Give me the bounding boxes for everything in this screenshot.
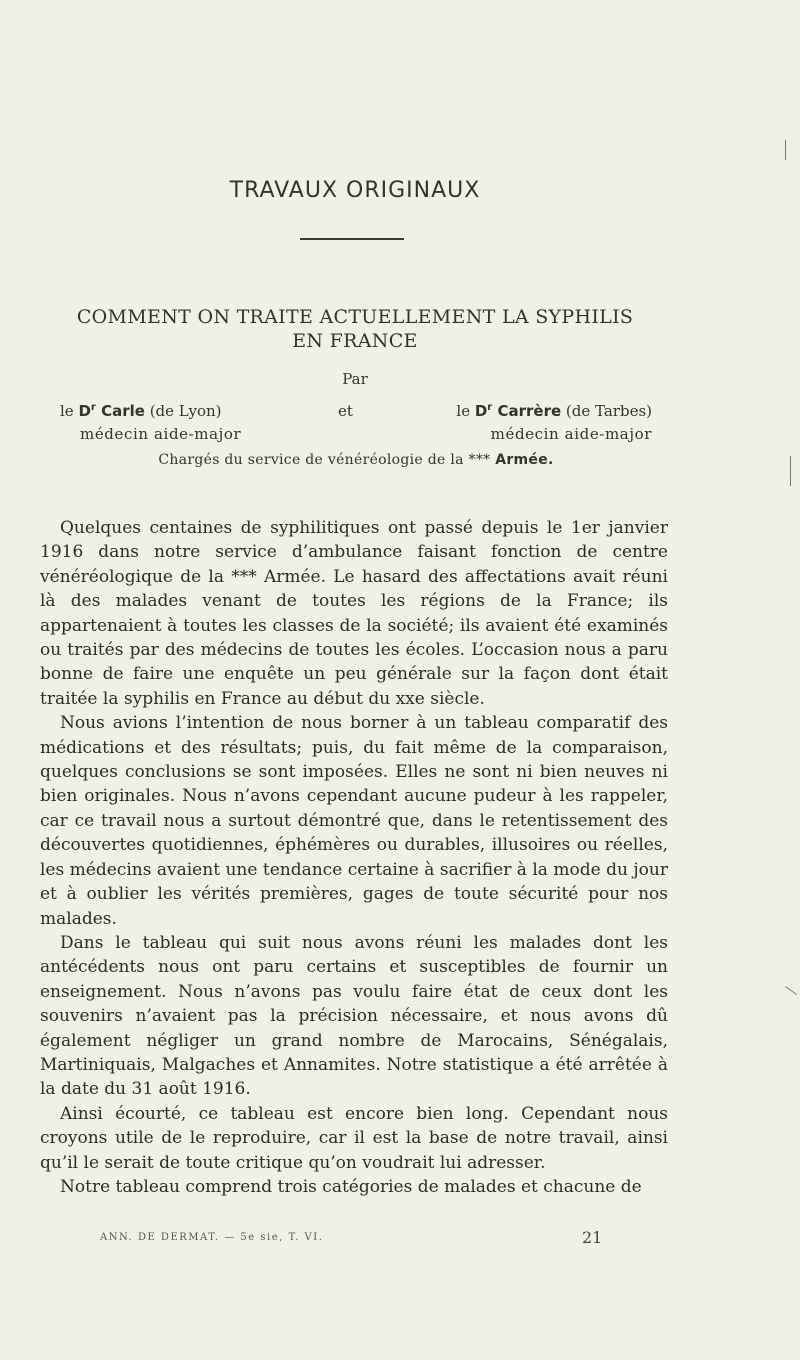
author-2-name: Carrère (497, 402, 562, 420)
paragraph-5: Notre tableau comprend trois catégories de malades et chacune de (60, 1176, 642, 1197)
page-number: 21 (582, 1228, 603, 1247)
paragraph-1: Quelques centaines de syphilitiques ont passé depuis le 1er janvier 1916 dans notre service d’ambulance faisant fonction de centre vénéréologique de la *** Armée. Le hasard des affectations avait réuni là des malades venant de toutes les régions de la France; ils appartenaient à toutes les classes de la société; ils avaient été examinés ou traités par des médecins de toutes les écoles. L’occasion nous a paru bonne de faire une enquête un peu générale sur la façon dont était traitée la syphilis en France au début du xxe siècle. (40, 518, 668, 709)
author-2-role: médecin aide-major (490, 425, 652, 443)
author-2: le $D^r$ Carrère (de Tarbes) (456, 402, 652, 420)
paragraph-4: Ainsi écourté, ce tableau est encore bien long. Cependant nous croyons utile de le reproduire, car il est la base de notre travail, ainsi qu’il le serait de toute critique qu’on voudrait lui adresser. (40, 1103, 668, 1173)
article-title-line-1: COMMENT ON TRAITE ACTUELLEMENT LA SYPHILIS (76, 306, 634, 328)
author-1: le $D^r$ Carle (de Lyon) (60, 402, 222, 420)
paragraph-3: Dans le tableau qui suit nous avons réuni les malades dont les antécédents nous ont paru certains et susceptibles de fournir un enseignement. Nous n’avons pas voulu faire état de ceux dont les souvenirs n’avaient pas la précision nécessaire, et nous avons dû également négliger un grand nombre de Marocains, Sénégalais, Martiniquais, Malgaches et Annamites. Notre statistique a été arrêtée à la date du 31 août 1916. (40, 932, 668, 1100)
authors-block (60, 402, 652, 448)
by-line: Par (342, 370, 368, 388)
title-divider (300, 238, 404, 240)
paper-mark (785, 986, 797, 995)
article-title-line-2: EN FRANCE (292, 330, 418, 352)
paper-mark (790, 456, 791, 486)
running-footer: ANN. DE DERMAT. — 5e sie, T. VI. (100, 1232, 324, 1243)
author-1-name: Carle (101, 402, 145, 420)
service-affiliation: Chargés du service de vénéréologie de la *** Armée. (158, 452, 554, 468)
section-title: TRAVAUX ORIGINAUX (229, 178, 481, 203)
author-1-role: médecin aide-major (80, 425, 242, 443)
paragraph-2: Nous avions l’intention de nous borner à un tableau comparatif des médications et des résultats; puis, du fait même de la comparaison, quelques conclusions se sont imposées. Elles ne sont ni bien neuves ni bien originales. Nous n’avons cependant aucune pudeur à les rappeler, car ce travail nous a surtout démontré que, dans le retentissement des découvertes quotidiennes, éphémères ou durables, illusoires ou réelles, les médecins avaient une tendance certaine à sacrifier à la mode du jour et à oublier les vérités premières, gages de toute sécurité pour nos malades. (40, 713, 668, 929)
article-body (40, 516, 668, 1199)
author-conjunction: et (338, 402, 353, 420)
paper-mark (785, 140, 786, 160)
